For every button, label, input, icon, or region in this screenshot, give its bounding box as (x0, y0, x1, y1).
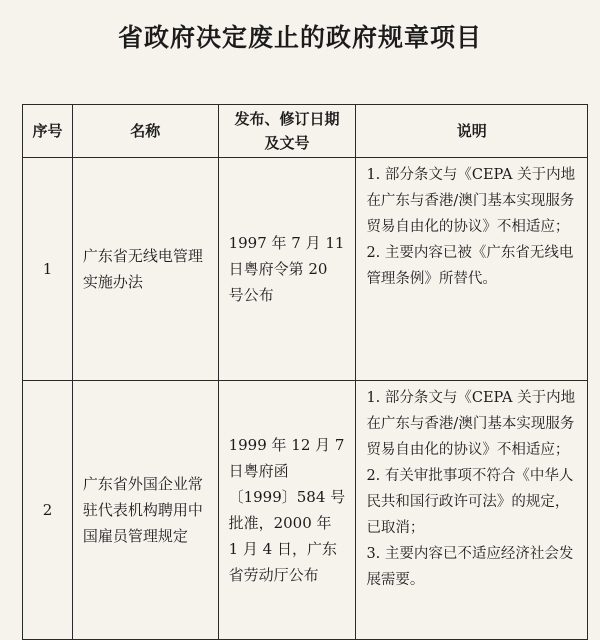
table-header-row (23, 105, 588, 158)
row-date: 1997 年 7 月 11 日粤府令第 20 号公布 (218, 158, 356, 381)
page-title: 省政府决定废止的政府规章项目 (117, 23, 482, 52)
note-item: 1. 部分条文与《CEPA 关于内地在广东与香港/澳门基本实现服务贸易自由化的协议》不相适应； (366, 167, 576, 235)
note-item: 2. 有关审批事项不符合《中华人民共和国行政许可法》的规定，已取消； (366, 468, 574, 536)
header-date-line2: 及文号 (264, 134, 310, 152)
header-name: 名称 (72, 105, 218, 158)
row-date: 1999 年 12 月 7 日粤府函〔1999〕584 号批准，2000 年 1 月 4 日，广东省劳动厅公布 (218, 381, 356, 640)
row-index: 2 (23, 381, 73, 640)
note-item: 2. 主要内容已被《广东省无线电管理条例》所替代。 (366, 245, 574, 287)
table-row (23, 158, 588, 381)
header-note: 说明 (356, 105, 588, 158)
table-row (23, 381, 588, 640)
row-note (356, 158, 588, 381)
header-date-line1: 发布、修订日期 (234, 110, 340, 128)
regulations-table (22, 104, 588, 640)
header-index: 序号 (23, 105, 73, 158)
row-note (356, 381, 588, 640)
row-name: 广东省无线电管理实施办法 (72, 158, 218, 381)
row-name: 广东省外国企业常驻代表机构聘用中国雇员管理规定 (72, 381, 218, 640)
header-date (218, 105, 356, 158)
note-item: 1. 部分条文与《CEPA 关于内地在广东与香港/澳门基本实现服务贸易自由化的协议》不相适应； (366, 390, 576, 458)
note-item: 3. 主要内容已不适应经济社会发展需要。 (366, 546, 574, 588)
row-index: 1 (23, 158, 73, 381)
